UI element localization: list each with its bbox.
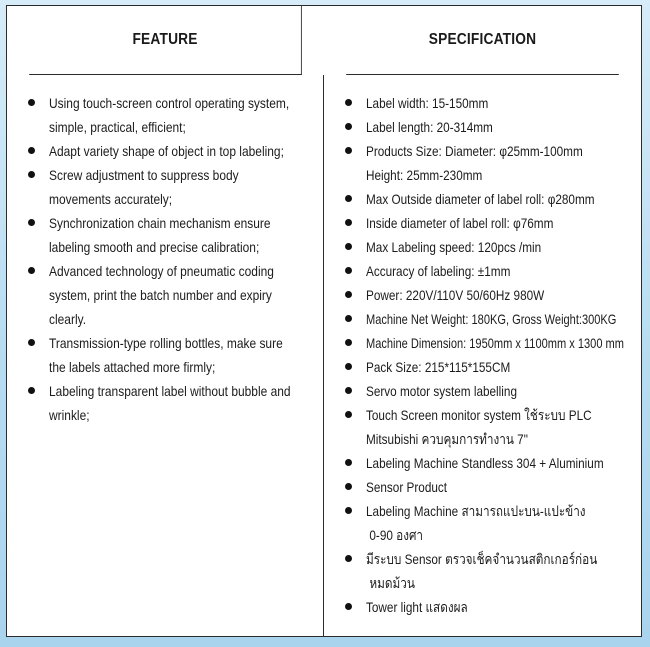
spec-item-line: Label length: 20-314mm: [366, 119, 493, 135]
feature-item: [27, 139, 317, 163]
spec-item: [344, 283, 635, 307]
spec-item-line: Max Labeling speed: 120pcs /min: [366, 239, 542, 255]
spec-item-line: Power: 220V/110V 50/60Hz 980W: [366, 287, 545, 303]
spec-item-text: [366, 91, 635, 115]
spec-item-text: [366, 283, 635, 307]
spec-item-line: มีระบบ Sensor ตรวจเช็คจำนวนสติกเกอร์ก่อน: [366, 551, 598, 567]
feature-item-line: Synchronization chain mechanism ensure: [49, 215, 271, 231]
feature-item-line: Transmission-type rolling bottles, make sure: [49, 335, 283, 351]
spec-item-text: [366, 451, 635, 475]
specification-header-label: SPECIFICATION: [428, 31, 537, 48]
spec-item: [344, 91, 635, 115]
spec-item: [344, 499, 635, 547]
spec-item-line: Tower light แสดงผล: [366, 599, 468, 615]
feature-item-line: labeling smooth and precise calibration;: [49, 239, 260, 255]
spec-item: [344, 595, 635, 619]
bullet-icon: [345, 387, 352, 394]
spec-item: [344, 331, 635, 355]
spec-item-line: Pack Size: 215*115*155CM: [366, 359, 511, 375]
spec-item-line: Products Size: Diameter: φ25mm-100mm: [366, 143, 583, 159]
spec-item: [344, 115, 635, 139]
spec-item-text: [366, 403, 635, 451]
bullet-icon: [345, 555, 352, 562]
spec-item: [344, 307, 635, 331]
bullet-icon: [345, 147, 352, 154]
feature-item-text: [49, 91, 317, 139]
bullet-icon: [345, 603, 352, 610]
feature-item: [27, 163, 317, 211]
spec-item-text: [366, 187, 635, 211]
spec-item-text: [366, 235, 635, 259]
feature-item-line: simple, practical, efficient;: [49, 119, 186, 135]
spec-item-text: [366, 331, 636, 355]
spec-item-line: 0-90 องศา: [369, 527, 424, 543]
spec-item-line: Machine Net Weight: 180KG, Gross Weight:300KG: [366, 311, 617, 327]
bullet-icon: [28, 267, 35, 274]
spec-item: [344, 139, 635, 187]
spec-item-text: [366, 475, 635, 499]
bullet-icon: [345, 483, 352, 490]
feature-item-line: Screw adjustment to suppress body: [49, 167, 239, 183]
specification-column: [324, 75, 641, 636]
feature-header: [29, 6, 302, 75]
bullet-icon: [28, 339, 35, 346]
bullet-icon: [28, 387, 35, 394]
spec-item-text: [366, 307, 636, 331]
spec-item-line: Mitsubishi ควบคุมการทำงาน 7": [366, 431, 528, 447]
spec-item-text: [366, 115, 635, 139]
spec-item: [344, 379, 635, 403]
spec-item: [344, 475, 635, 499]
bullet-icon: [345, 339, 352, 346]
spec-item-text: [366, 259, 635, 283]
bullet-icon: [345, 459, 352, 466]
spec-item-line: Sensor Product: [366, 479, 448, 495]
feature-item-line: clearly.: [49, 311, 87, 327]
feature-item-text: [49, 211, 317, 259]
feature-item: [27, 331, 317, 379]
feature-item-line: Advanced technology of pneumatic coding: [49, 263, 274, 279]
bullet-icon: [345, 195, 352, 202]
feature-column: [7, 75, 324, 636]
feature-list: [27, 91, 317, 427]
spec-item-text: [366, 355, 635, 379]
feature-item: [27, 91, 317, 139]
spec-item-line: Inside diameter of label roll: φ76mm: [366, 215, 554, 231]
feature-item-text: [49, 259, 317, 331]
spec-item: [344, 187, 635, 211]
spec-item-line: Height: 25mm-230mm: [366, 167, 483, 183]
spec-item: [344, 547, 635, 595]
spec-item: [344, 259, 635, 283]
spec-item-text: [366, 547, 635, 595]
bullet-icon: [28, 147, 35, 154]
spec-item-line: Labeling Machine สามารถแปะบน-แปะข้าง: [366, 503, 586, 519]
feature-header-label: FEATURE: [132, 31, 198, 48]
bullet-icon: [345, 507, 352, 514]
feature-item-text: [49, 139, 317, 163]
spec-item-text: [366, 499, 635, 547]
bullet-icon: [28, 99, 35, 106]
spec-item-text: [366, 211, 635, 235]
spec-item-line: Max Outside diameter of label roll: φ280mm: [366, 191, 595, 207]
bullet-icon: [345, 411, 352, 418]
spec-item-text: [366, 379, 635, 403]
bullet-icon: [345, 363, 352, 370]
spec-table: [6, 5, 642, 637]
specification-header: [346, 6, 619, 75]
spec-item-line: หมดม้วน: [369, 575, 415, 591]
bullet-icon: [345, 99, 352, 106]
bullet-icon: [28, 219, 35, 226]
bullet-icon: [28, 171, 35, 178]
feature-item-line: movements accurately;: [49, 191, 173, 207]
feature-item-line: the labels attached more firmly;: [49, 359, 216, 375]
spec-item: [344, 355, 635, 379]
feature-item-text: [49, 331, 317, 379]
bullet-icon: [345, 315, 352, 322]
feature-item: [27, 379, 317, 427]
feature-item-line: Using touch-screen control operating system,: [49, 95, 290, 111]
feature-item-line: wrinkle;: [49, 407, 90, 423]
feature-item-line: Adapt variety shape of object in top labeling;: [49, 143, 284, 159]
bullet-icon: [345, 267, 352, 274]
feature-item-text: [49, 379, 317, 427]
bullet-icon: [345, 291, 352, 298]
spec-item-text: [366, 139, 635, 187]
feature-item: [27, 259, 317, 331]
spec-item-text: [366, 595, 635, 619]
spec-item: [344, 211, 635, 235]
spec-item: [344, 235, 635, 259]
spec-item-line: Machine Dimension: 1950mm x 1100mm x 1300 mm: [366, 335, 624, 351]
spec-item-line: Labeling Machine Standless 304 + Aluminium: [366, 455, 604, 471]
bullet-icon: [345, 123, 352, 130]
spec-item-line: Servo motor system labelling: [366, 383, 517, 399]
feature-item-line: Labeling transparent label without bubble and: [49, 383, 291, 399]
spec-item-line: Touch Screen monitor system ใช้ระบบ PLC: [366, 407, 592, 423]
specification-list: [344, 91, 635, 619]
bullet-icon: [345, 243, 352, 250]
feature-item: [27, 211, 317, 259]
spec-item: [344, 403, 635, 451]
bullet-icon: [345, 219, 352, 226]
feature-item-text: [49, 163, 317, 211]
spec-item-line: Accuracy of labeling: ±1mm: [366, 263, 511, 279]
spec-item-line: Label width: 15-150mm: [366, 95, 489, 111]
feature-item-line: system, print the batch number and expiry: [49, 287, 272, 303]
spec-item: [344, 451, 635, 475]
